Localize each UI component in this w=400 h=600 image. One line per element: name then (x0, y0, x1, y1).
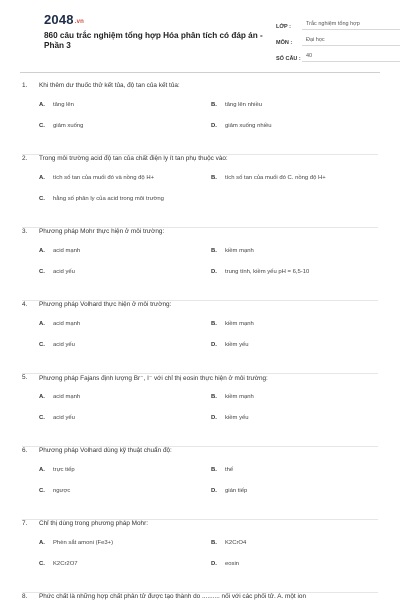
option-text: acid mạnh (53, 394, 81, 400)
option-letter: B. (211, 175, 217, 181)
answer-option[interactable] (211, 561, 378, 582)
option-text: Phèn sắt amoni (Fe3+) (53, 540, 114, 546)
option-letter: C. (39, 269, 45, 275)
option-text: hằng số phân ly của acid trong môi trường (53, 196, 164, 202)
question-text: Chỉ thị dùng trong phương pháp Mohr: (39, 520, 149, 527)
option-text: kiềm mạnh (225, 394, 254, 400)
option-letter: D. (211, 561, 217, 567)
answer-option[interactable] (211, 248, 378, 269)
option-letter: A. (39, 540, 45, 546)
option-text: acid yếu (53, 342, 75, 348)
question-number: 1. (22, 82, 28, 89)
option-text: thế (225, 467, 234, 473)
question-text: Phương pháp Mohr thực hiện ở môi trường: (39, 228, 165, 235)
answer-option[interactable] (211, 269, 378, 290)
option-text: acid mạnh (53, 321, 81, 327)
answer-options (22, 321, 378, 363)
answer-option[interactable] (211, 394, 378, 415)
answer-option[interactable] (39, 196, 211, 217)
question-number: 7. (22, 520, 28, 527)
document-meta (276, 14, 400, 62)
logo-suffix: .vn (74, 19, 85, 25)
logo-text: 2048 (44, 12, 74, 27)
option-text: tăng lên nhiều (225, 102, 263, 108)
answer-option[interactable] (39, 342, 211, 363)
question-item (22, 520, 378, 593)
question-number: 4. (22, 301, 28, 308)
question-header (22, 447, 378, 461)
answer-option[interactable] (39, 175, 211, 196)
answer-option[interactable] (211, 102, 378, 123)
option-text: acid yếu (53, 269, 75, 275)
answer-option[interactable] (39, 123, 211, 144)
header-divider (20, 72, 380, 73)
option-letter: B. (211, 102, 217, 108)
option-text: tăng lên (53, 102, 74, 108)
meta-row-class (276, 14, 400, 30)
answer-option[interactable] (39, 467, 211, 488)
question-item (22, 82, 378, 155)
question-number: 2. (22, 155, 28, 162)
option-letter: C. (39, 196, 45, 202)
option-text: K2Cr2O7 (53, 561, 78, 567)
answer-options (22, 175, 378, 217)
question-text: Phương pháp Fajans định lượng Br⁻, I⁻ với chỉ thị eosin thực hiện ở môi trường: (39, 375, 268, 382)
question-header (22, 155, 378, 169)
option-text: kiềm yếu (225, 415, 249, 421)
answer-option[interactable] (211, 342, 378, 363)
document-header (22, 0, 378, 70)
document-title: 860 câu trắc nghiệm tổng hợp Hóa phân tích có đáp án - Phần 3 (44, 31, 263, 50)
option-letter: C. (39, 415, 45, 421)
option-letter: A. (39, 394, 45, 400)
option-letter: A. (39, 248, 45, 254)
site-logo[interactable] (44, 12, 84, 27)
question-text: Phương pháp Volhard thực hiện ở môi trường: (39, 301, 172, 308)
meta-value: Trắc nghiệm tổng hợp (302, 21, 400, 30)
question-header (22, 228, 378, 242)
option-letter: A. (39, 321, 45, 327)
question-item (22, 155, 378, 228)
option-letter: D. (211, 415, 217, 421)
option-text: giảm xuống nhiều (225, 123, 272, 129)
question-list (22, 82, 378, 600)
answer-option[interactable] (39, 321, 211, 342)
option-letter: A. (39, 467, 45, 473)
answer-options (22, 467, 378, 509)
answer-option[interactable] (211, 123, 378, 144)
option-text: acid yếu (53, 415, 75, 421)
meta-value: Đại học (302, 37, 400, 46)
question-text: Trong môi trường acid độ tan của chất điện ly ít tan phụ thuộc vào: (39, 155, 228, 162)
answer-option[interactable] (39, 540, 211, 561)
option-letter: A. (39, 175, 45, 181)
answer-option[interactable] (39, 394, 211, 415)
answer-option[interactable] (211, 540, 378, 561)
question-text: Khi thêm dư thuốc thử kết tủa, độ tan của kết tủa: (39, 82, 180, 89)
option-letter: B. (211, 467, 217, 473)
option-letter: C. (39, 123, 45, 129)
answer-option[interactable] (211, 415, 378, 436)
question-number: 6. (22, 447, 28, 454)
option-letter: D. (211, 123, 217, 129)
option-letter: C. (39, 561, 45, 567)
option-letter: A. (39, 102, 45, 108)
answer-option[interactable] (39, 488, 211, 509)
answer-options (22, 248, 378, 290)
answer-options (22, 540, 378, 582)
option-text: gián tiếp (225, 488, 248, 494)
option-text: acid mạnh (53, 248, 81, 254)
question-item (22, 374, 378, 447)
question-number: 8. (22, 593, 28, 600)
option-letter: C. (39, 488, 45, 494)
question-header (22, 82, 378, 96)
question-number: 3. (22, 228, 28, 235)
option-text: K2CrO4 (225, 540, 247, 546)
answer-options (22, 102, 378, 144)
meta-label: LỚP : (276, 24, 291, 30)
option-letter: D. (211, 488, 217, 494)
question-item (22, 228, 378, 301)
option-letter: C. (39, 342, 45, 348)
option-text: ngược (53, 488, 71, 494)
option-letter: B. (211, 540, 217, 546)
answer-option[interactable] (211, 488, 378, 509)
option-text: eosin (225, 561, 240, 567)
option-text: tích số tan của muối đó C. nồng độ H+ (225, 175, 326, 181)
question-item (22, 593, 378, 600)
answer-option[interactable] (39, 415, 211, 436)
answer-option[interactable] (39, 102, 211, 123)
meta-row-subject (276, 30, 400, 46)
question-number: 5. (22, 374, 28, 381)
answer-option[interactable] (39, 248, 211, 269)
option-text: kiềm yếu (225, 342, 249, 348)
question-item (22, 301, 378, 374)
option-letter: D. (211, 269, 217, 275)
meta-value: 40 (302, 53, 400, 62)
question-header (22, 593, 378, 600)
question-header (22, 374, 378, 388)
option-letter: D. (211, 342, 217, 348)
answer-option[interactable] (211, 321, 378, 342)
option-text: kiềm mạnh (225, 248, 254, 254)
question-text: Phức chất là những hợp chất phân tử được tạo thành do .......... nối với các phối tử. A. một ion (39, 593, 307, 600)
meta-label: SỐ CÂU : (276, 56, 301, 62)
option-text: trực tiếp (53, 467, 75, 473)
answer-option[interactable] (211, 175, 378, 196)
answer-option[interactable] (39, 561, 211, 582)
option-letter: B. (211, 321, 217, 327)
answer-options (22, 394, 378, 436)
option-text: trung tính, kiềm yếu pH = 6,5-10 (225, 269, 310, 275)
option-letter: B. (211, 248, 217, 254)
question-text: Phương pháp Volhard dùng kỹ thuật chuẩn độ: (39, 447, 172, 454)
meta-label: MÔN : (276, 40, 293, 46)
answer-option[interactable] (39, 269, 211, 290)
option-letter: B. (211, 394, 217, 400)
question-header (22, 301, 378, 315)
option-text: tích số tan của muối đó và nồng độ H+ (53, 175, 155, 181)
option-text: kiềm mạnh (225, 321, 254, 327)
option-text: giảm xuống (53, 123, 84, 129)
meta-row-count (276, 46, 400, 62)
question-item (22, 447, 378, 520)
question-header (22, 520, 378, 534)
answer-option[interactable] (211, 467, 378, 488)
